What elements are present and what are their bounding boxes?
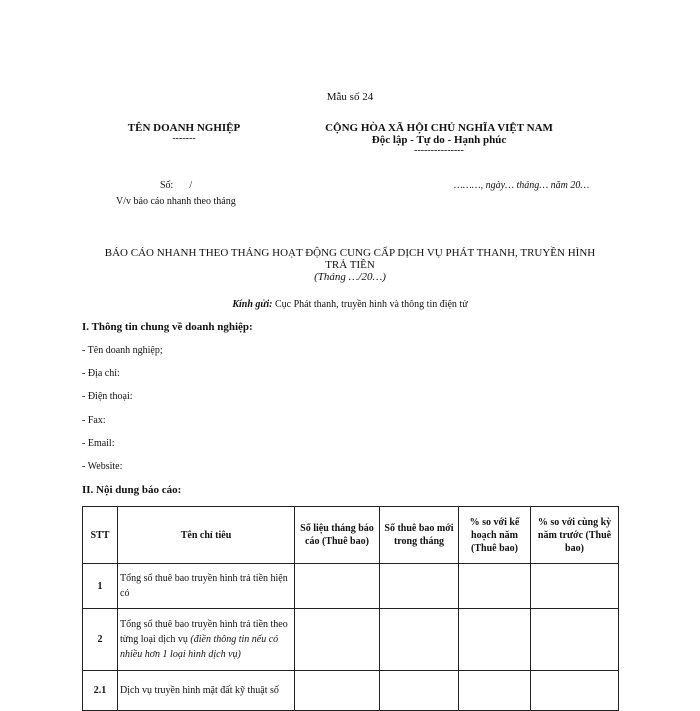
row-name-cell [118, 609, 295, 671]
field-phone: - Điện thoại: [82, 391, 133, 402]
subject-line: V/v báo cáo nhanh theo tháng [116, 196, 236, 207]
title-line-2: TRẢ TIỀN [325, 259, 375, 271]
company-name: TÊN DOANH NGHIỆP [127, 122, 241, 134]
row-stt: 2.1 [83, 671, 118, 711]
field-address: - Địa chỉ: [82, 368, 120, 379]
addressee [82, 299, 618, 310]
field-fax: - Fax: [82, 415, 106, 426]
title-period: (Tháng …/20…) [314, 271, 386, 283]
row-cell [295, 564, 380, 609]
row-cell [459, 564, 531, 609]
row-cell [459, 671, 531, 711]
row-note: (điền thông tin nếu có nhiều hơn 1 loại hình dịch vụ) [120, 634, 279, 660]
row-name: Tổng số thuê bao truyền hình trả tiền hiện có [118, 564, 295, 609]
table-row [83, 671, 619, 711]
doc-number-slash: / [189, 180, 193, 191]
national-motto: Độc lập - Tự do - Hạnh phúc [371, 134, 507, 146]
table-row [83, 609, 619, 671]
header-vs-last-year: % so với cùng kỳ năm trước (Thuê bao) [531, 507, 619, 564]
row-name: Tổng số thuê bao truyền hình trả tiền theo từng loại dịch vụ [120, 619, 288, 645]
right-header [312, 122, 566, 156]
row-cell [380, 609, 459, 671]
left-header [104, 122, 264, 144]
company-divider: ------- [172, 133, 196, 144]
motto-divider: --------------- [414, 145, 464, 156]
header-name: Tên chỉ tiêu [118, 507, 295, 564]
field-email: - Email: [82, 438, 115, 449]
header-current-month: Số liệu tháng báo cáo (Thuê bao) [295, 507, 380, 564]
header-vs-plan: % so với kế hoạch năm (Thuê bao) [459, 507, 531, 564]
row-cell [531, 564, 619, 609]
table-header-row [83, 507, 619, 564]
section2-heading: II. Nội dung báo cáo: [82, 484, 182, 496]
report-title [82, 247, 618, 283]
field-website: - Website: [82, 461, 123, 472]
row-name: Dịch vụ truyền hình mặt đất kỹ thuật số [118, 671, 295, 711]
table-row [83, 564, 619, 609]
national-title: CỘNG HÒA XÃ HỘI CHỦ NGHĨA VIỆT NAM [325, 122, 553, 134]
form-number: Mẫu số 24 [326, 91, 374, 103]
row-cell [380, 671, 459, 711]
row-cell [459, 609, 531, 671]
row-cell [295, 671, 380, 711]
section1-heading: I. Thông tin chung về doanh nghiệp: [82, 321, 253, 333]
header-stt: STT [83, 507, 118, 564]
report-table [82, 506, 619, 711]
row-cell [380, 564, 459, 609]
doc-number-label: Số: [160, 180, 174, 191]
row-stt: 2 [83, 609, 118, 671]
row-cell [531, 609, 619, 671]
date-line: ………, ngày… tháng… năm 20… [454, 180, 590, 191]
field-company: - Tên doanh nghiệp; [82, 345, 163, 356]
row-cell [295, 609, 380, 671]
title-line-1: BÁO CÁO NHANH THEO THÁNG HOẠT ĐỘNG CUNG CẤP DỊCH VỤ PHÁT THANH, TRUYỀN HÌNH [104, 247, 596, 259]
doc-number [160, 180, 192, 191]
row-stt: 1 [83, 564, 118, 609]
addressee-text: Cục Phát thanh, truyền hình và thông tin điện tử [272, 299, 468, 310]
row-cell [531, 671, 619, 711]
header-new-subscribers: Số thuê bao mới trong tháng [380, 507, 459, 564]
addressee-label: Kính gửi: [232, 299, 273, 310]
